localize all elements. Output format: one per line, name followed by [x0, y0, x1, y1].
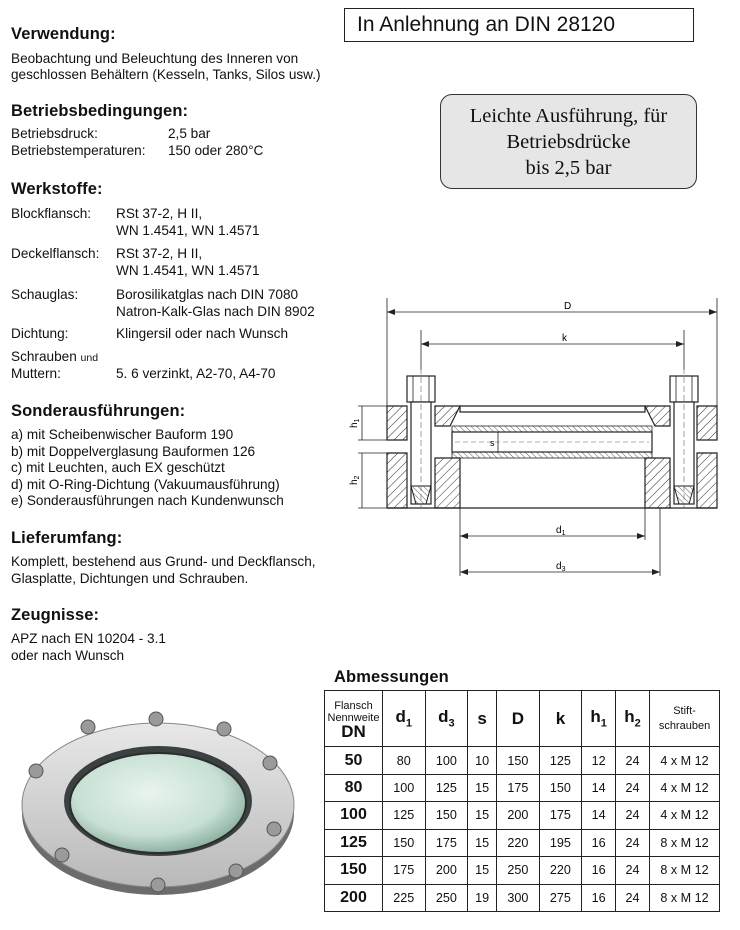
table-cell-dn: 100 [325, 802, 383, 829]
deckelflansch-value-1: RSt 37-2, H II, [116, 246, 203, 261]
table-cell: 100 [425, 747, 468, 774]
dimension-d3 [460, 508, 660, 576]
sonder-item-a: a) mit Scheibenwischer Bauform 190 [11, 427, 234, 442]
bolt-right [670, 368, 698, 512]
table-cell: 125 [539, 747, 582, 774]
dimension-k-label: k [562, 333, 567, 344]
table-cell: 4 x M 12 [650, 802, 720, 829]
sight-glass-photo [10, 705, 302, 910]
table-cell: 175 [539, 802, 582, 829]
table-cell: 100 [383, 774, 426, 801]
dimension-d1-label: $d_1$ [556, 525, 566, 537]
table-cell: 220 [539, 857, 582, 884]
deckelflansch-label: Deckelflansch: [11, 246, 100, 261]
table-cell: 24 [616, 829, 650, 856]
table-cell-dn: 50 [325, 747, 383, 774]
table-cell-dn: 125 [325, 829, 383, 856]
dimension-s-label: s [490, 438, 495, 448]
header-d1: $d_1$ [383, 691, 426, 747]
sonder-item-b: b) mit Doppelverglasung Bauformen 126 [11, 443, 256, 459]
muttern-label: Muttern: [11, 366, 61, 381]
table-cell-dn: 150 [325, 857, 383, 884]
table-body [325, 747, 720, 912]
table-cell: 195 [539, 829, 582, 856]
table-cell: 125 [383, 802, 426, 829]
lower-flange [387, 453, 717, 508]
schauglas-value-2: Natron-Kalk-Glas nach DIN 8902 [116, 304, 315, 319]
verwendung-line-2: geschlossen Behältern (Kesseln, Tanks, Silos usw.) [11, 67, 321, 82]
note-line-3: bis 2,5 bar [525, 157, 612, 179]
header-h1: $h_1$ [582, 691, 616, 747]
table-cell: 15 [468, 829, 497, 856]
schrauben-value: 5. 6 verzinkt, A2-70, A4-70 [116, 366, 276, 381]
liefer-heading: Lieferumfang: [11, 529, 123, 547]
table-cell: 150 [425, 802, 468, 829]
table-cell: 200 [497, 802, 540, 829]
table-cell: 275 [539, 884, 582, 911]
table-cell: 225 [383, 884, 426, 911]
dichtung-label: Dichtung: [11, 326, 69, 341]
note-line-1: Leichte Ausführung, für [469, 105, 668, 127]
table-cell: 16 [582, 884, 616, 911]
table-cell: 19 [468, 884, 497, 911]
sonder-item-d: d) mit O-Ring-Dichtung (Vakuumausführung) [11, 476, 280, 492]
table-cell-dn: 200 [325, 884, 383, 911]
table-cell: 220 [497, 829, 540, 856]
table-cell-dn: 80 [325, 774, 383, 801]
table-cell: 14 [582, 774, 616, 801]
blockflansch-value-1: RSt 37-2, H II, [116, 206, 203, 221]
table-cell: 24 [616, 857, 650, 884]
betriebstemperatur-value: 150 oder 280°C [168, 143, 264, 158]
betriebsdruck-value: 2,5 bar [168, 126, 211, 141]
table-row [325, 747, 720, 774]
table-cell: 175 [383, 857, 426, 884]
schauglas-label: Schauglas: [11, 287, 79, 302]
dimension-h1-label: $h_1$ [349, 418, 361, 428]
table-cell: 150 [497, 747, 540, 774]
dimension-h2 [349, 453, 387, 508]
header-D: D [497, 691, 540, 747]
table-cell: 175 [425, 829, 468, 856]
dimension-h1 [349, 406, 387, 440]
table-cell: 15 [468, 802, 497, 829]
table-cell: 4 x M 12 [650, 747, 720, 774]
header-d3: $d_3$ [425, 691, 468, 747]
dimension-k [421, 330, 684, 370]
note-box [440, 94, 697, 189]
table-cell: 24 [616, 802, 650, 829]
table-cell: 15 [468, 857, 497, 884]
table-cell: 8 x M 12 [650, 884, 720, 911]
schrauben-label-text: Schrauben [11, 349, 77, 364]
table-cell: 250 [497, 857, 540, 884]
table-cell: 8 x M 12 [650, 857, 720, 884]
cross-section-drawing [340, 290, 730, 590]
blockflansch-label: Blockflansch: [11, 206, 92, 221]
header-stiftschrauben: Stift- schrauben [650, 691, 720, 747]
dichtung-value: Klingersil oder nach Wunsch [116, 326, 289, 341]
table-cell: 16 [582, 829, 616, 856]
table-cell: 300 [497, 884, 540, 911]
table-cell: 125 [425, 774, 468, 801]
blockflansch-value-2: WN 1.4541, WN 1.4571 [116, 223, 260, 238]
glass-plate [452, 426, 652, 458]
din-label-box [344, 8, 694, 42]
dimension-D-label: D [564, 301, 572, 312]
header-s: s [468, 691, 497, 747]
header-h2: $h_2$ [616, 691, 650, 747]
table-cell: 12 [582, 747, 616, 774]
table-cell: 14 [582, 802, 616, 829]
table-cell: 175 [497, 774, 540, 801]
din-label: In Anlehnung an DIN 28120 [357, 13, 616, 36]
dimension-d1 [460, 508, 645, 540]
table-cell: 24 [616, 774, 650, 801]
werkstoffe-heading: Werkstoffe: [11, 180, 103, 198]
header-dn: Flansch Nennweite DN [325, 691, 383, 747]
betrieb-heading: Betriebsbedingungen: [11, 102, 189, 120]
table-cell: 80 [383, 747, 426, 774]
table-cell: 8 x M 12 [650, 829, 720, 856]
table-cell: 24 [616, 884, 650, 911]
table-row [325, 802, 720, 829]
zeugnisse-line-2: oder nach Wunsch [11, 648, 125, 663]
note-line-2: Betriebsdrücke [506, 131, 631, 153]
table-cell: 10 [468, 747, 497, 774]
table-cell: 150 [539, 774, 582, 801]
liefer-line-2: Glasplatte, Dichtungen und Schrauben. [11, 571, 249, 586]
table-cell: 200 [425, 857, 468, 884]
sonder-item-e: e) Sonderausführungen nach Kundenwunsch [11, 493, 284, 508]
table-cell: 16 [582, 857, 616, 884]
betriebsdruck-label: Betriebsdruck: [11, 126, 98, 141]
schrauben-label [11, 349, 98, 367]
table-row [325, 857, 720, 884]
betriebstemperatur-label: Betriebstemperaturen: [11, 143, 146, 158]
header-k: k [539, 691, 582, 747]
deckelflansch-value-2: WN 1.4541, WN 1.4571 [116, 263, 260, 278]
table-row [325, 884, 720, 911]
verwendung-heading: Verwendung: [11, 25, 116, 43]
dimension-h2-label: $h_2$ [349, 475, 361, 485]
bolt-left [407, 368, 435, 512]
table-caption: Abmessungen [334, 668, 449, 686]
sonder-heading: Sonderausführungen: [11, 402, 186, 420]
table-cell: 4 x M 12 [650, 774, 720, 801]
zeugnisse-heading: Zeugnisse: [11, 606, 100, 624]
dimensions-table [324, 690, 720, 912]
table-row [325, 829, 720, 856]
schrauben-und: und [80, 352, 99, 364]
table-header-row [325, 691, 720, 747]
sonder-list [11, 427, 284, 510]
dimension-D [387, 298, 717, 408]
table-cell: 150 [383, 829, 426, 856]
liefer-line-1: Komplett, bestehend aus Grund- und Deckflansch, [11, 554, 316, 569]
schauglas-value-1: Borosilikatglas nach DIN 7080 [116, 287, 299, 302]
table-cell: 250 [425, 884, 468, 911]
table-cell: 15 [468, 774, 497, 801]
sonder-item-c: c) mit Leuchten, auch EX geschützt [11, 460, 225, 475]
verwendung-line-1: Beobachtung und Beleuchtung des Inneren von [11, 51, 299, 66]
zeugnisse-line-1: APZ nach EN 10204 - 3.1 [11, 631, 166, 646]
table-row [325, 774, 720, 801]
dimension-d3-label: $d_3$ [556, 561, 566, 573]
table-cell: 24 [616, 747, 650, 774]
